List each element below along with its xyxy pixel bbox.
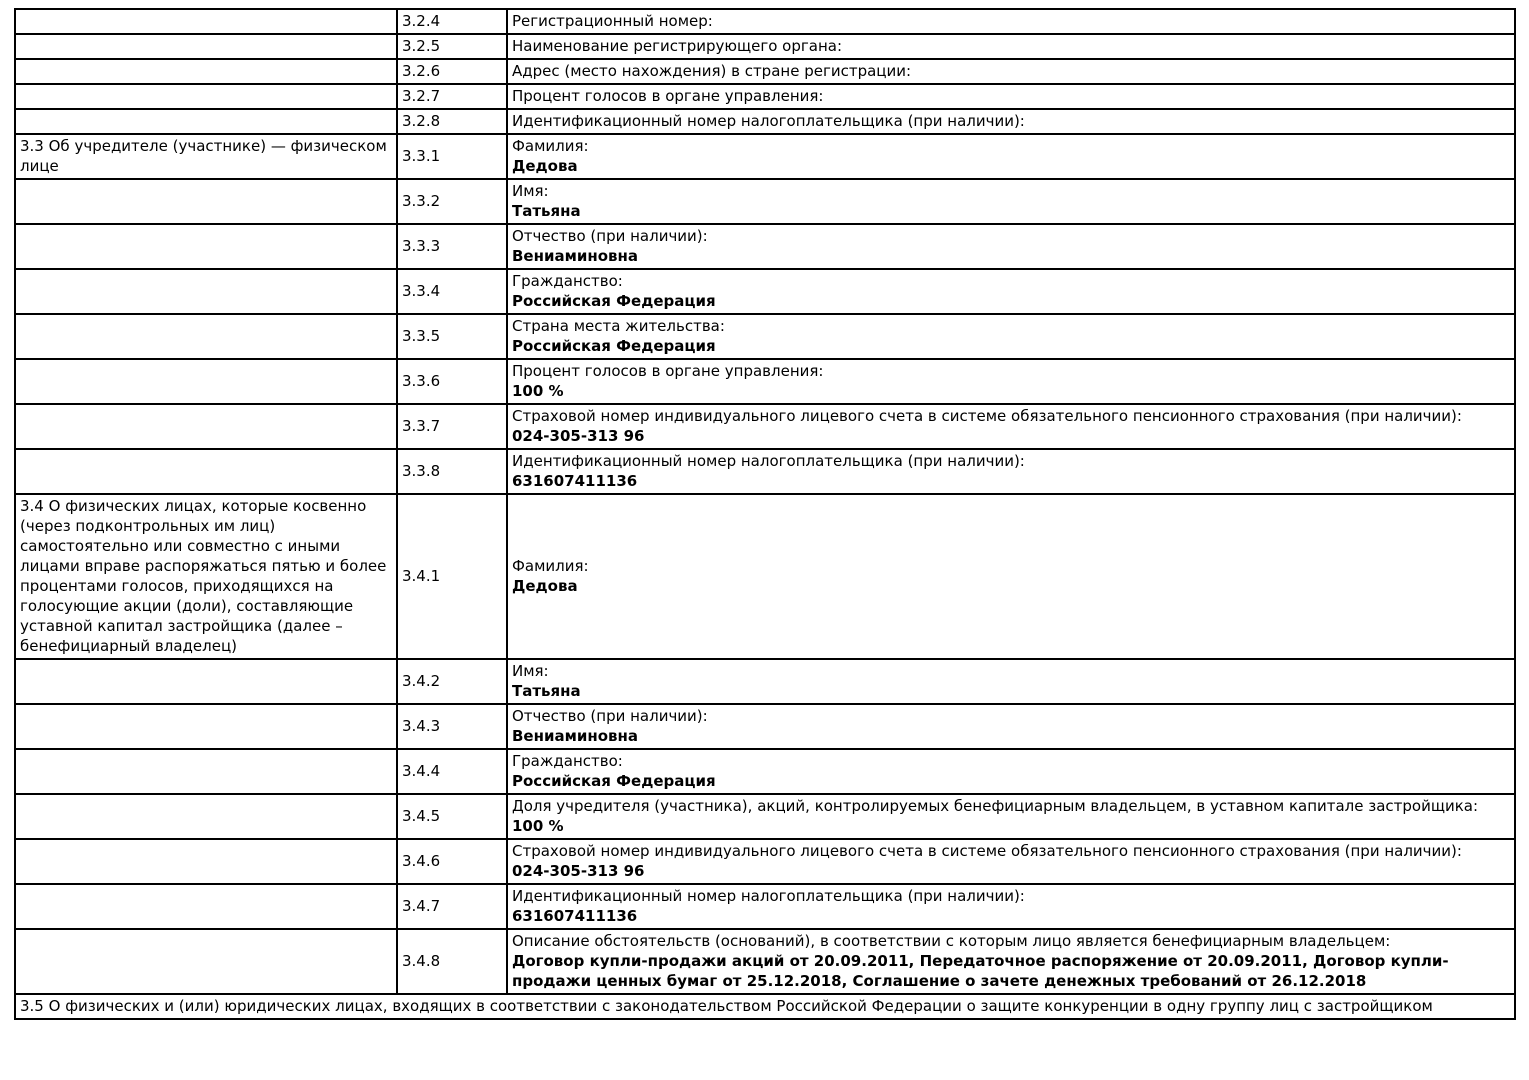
field-label: Процент голосов в органе управления: — [512, 362, 824, 380]
content-cell — [507, 749, 1515, 794]
field-label: Страховой номер индивидуального лицевого счета в системе обязательного пенсионного страхования (при наличии): — [512, 842, 1462, 860]
content-cell — [507, 404, 1515, 449]
field-label: Процент голосов в органе управления: — [512, 87, 824, 105]
table-row — [15, 704, 1515, 749]
field-label: Идентификационный номер налогоплательщика (при наличии): — [512, 112, 1025, 130]
item-number-cell: 3.3.3 — [397, 224, 507, 269]
field-label: Отчество (при наличии): — [512, 227, 708, 245]
field-value: Российская Федерация — [512, 292, 716, 310]
item-number-cell: 3.4.7 — [397, 884, 507, 929]
field-label: Фамилия: — [512, 557, 589, 575]
table-row — [15, 794, 1515, 839]
content-cell — [507, 794, 1515, 839]
table-row — [15, 9, 1515, 34]
section-title-cell — [15, 659, 397, 704]
table-row — [15, 179, 1515, 224]
field-label: Наименование регистрирующего органа: — [512, 37, 842, 55]
field-label: Идентификационный номер налогоплательщика (при наличии): — [512, 452, 1025, 470]
section-title-cell — [15, 449, 397, 494]
declaration-table — [14, 8, 1516, 1020]
table-row — [15, 449, 1515, 494]
field-value: Договор купли-продажи акций от 20.09.2011, Передаточное распоряжение от 20.09.2011, Договор купли-продажи ценных бумаг от 25.12.2018, Соглашение о зачете денежных требований от 26.12.2018 — [512, 952, 1449, 990]
item-number-cell: 3.2.4 — [397, 9, 507, 34]
field-label: Отчество (при наличии): — [512, 707, 708, 725]
item-number-cell: 3.3.2 — [397, 179, 507, 224]
section-title-cell — [15, 314, 397, 359]
item-number-cell: 3.4.8 — [397, 929, 507, 994]
table-row — [15, 224, 1515, 269]
content-cell — [507, 314, 1515, 359]
content-cell — [507, 269, 1515, 314]
declaration-table-body — [15, 9, 1515, 994]
section-title-cell — [15, 84, 397, 109]
field-value: Дедова — [512, 577, 578, 595]
table-row-footer — [15, 994, 1515, 1019]
content-cell — [507, 134, 1515, 179]
declaration-table-footer-body — [15, 994, 1515, 1019]
content-cell — [507, 224, 1515, 269]
table-row — [15, 659, 1515, 704]
field-label: Гражданство: — [512, 752, 623, 770]
table-row — [15, 749, 1515, 794]
field-label: Гражданство: — [512, 272, 623, 290]
field-label: Идентификационный номер налогоплательщика (при наличии): — [512, 887, 1025, 905]
item-number-cell: 3.2.6 — [397, 59, 507, 84]
section-title-cell: 3.4 О физических лицах, которые косвенно (через подконтрольных им лиц) самостоятельно или совместно с иными лицами вправе распоряжаться пятью и более процентами голосов, приходящихся на голосующие акции (доли), составляющие уставной капитал застройщика (далее – бенефициарный владелец) — [15, 494, 397, 659]
field-label: Страховой номер индивидуального лицевого счета в системе обязательного пенсионного страхования (при наличии): — [512, 407, 1462, 425]
content-cell — [507, 839, 1515, 884]
content-cell — [507, 59, 1515, 84]
table-row — [15, 494, 1515, 659]
section-title-cell — [15, 224, 397, 269]
content-cell — [507, 449, 1515, 494]
section-title-cell — [15, 839, 397, 884]
field-label: Страна места жительства: — [512, 317, 725, 335]
item-number-cell: 3.3.7 — [397, 404, 507, 449]
section-title-cell — [15, 59, 397, 84]
item-number-cell: 3.2.5 — [397, 34, 507, 59]
section-title-cell — [15, 404, 397, 449]
content-cell — [507, 659, 1515, 704]
item-number-cell: 3.4.6 — [397, 839, 507, 884]
field-label: Регистрационный номер: — [512, 12, 713, 30]
section-3-5-title: 3.5 О физических и (или) юридических лицах, входящих в соответствии с законодательством Российской Федерации о защите конкуренции в одну группу лиц с застройщиком — [15, 994, 1515, 1019]
field-value: 631607411136 — [512, 907, 638, 925]
table-row — [15, 84, 1515, 109]
content-cell — [507, 494, 1515, 659]
field-value: Дедова — [512, 157, 578, 175]
table-row — [15, 839, 1515, 884]
item-number-cell: 3.3.8 — [397, 449, 507, 494]
content-cell — [507, 34, 1515, 59]
section-title-cell — [15, 9, 397, 34]
field-value: Российская Федерация — [512, 772, 716, 790]
item-number-cell: 3.4.5 — [397, 794, 507, 839]
table-row — [15, 929, 1515, 994]
field-value: 100 % — [512, 817, 564, 835]
field-label: Фамилия: — [512, 137, 589, 155]
item-number-cell: 3.4.3 — [397, 704, 507, 749]
section-title-cell — [15, 704, 397, 749]
field-value: 100 % — [512, 382, 564, 400]
item-number-cell: 3.4.2 — [397, 659, 507, 704]
table-row — [15, 884, 1515, 929]
field-value: Татьяна — [512, 202, 581, 220]
field-label: Адрес (место нахождения) в стране регистрации: — [512, 62, 912, 80]
table-row — [15, 404, 1515, 449]
field-label: Доля учредителя (участника), акций, контролируемых бенефициарным владельцем, в уставном капитале застройщика: — [512, 797, 1479, 815]
field-label: Имя: — [512, 182, 549, 200]
item-number-cell: 3.4.4 — [397, 749, 507, 794]
table-row — [15, 314, 1515, 359]
table-row — [15, 269, 1515, 314]
section-title-cell — [15, 109, 397, 134]
field-value: Вениаминовна — [512, 247, 639, 265]
table-row — [15, 34, 1515, 59]
item-number-cell: 3.3.5 — [397, 314, 507, 359]
item-number-cell: 3.2.8 — [397, 109, 507, 134]
field-value: Татьяна — [512, 682, 581, 700]
field-label: Имя: — [512, 662, 549, 680]
section-title-cell — [15, 179, 397, 224]
field-value: 024-305-313 96 — [512, 862, 645, 880]
section-title-cell — [15, 884, 397, 929]
content-cell — [507, 359, 1515, 404]
section-title-cell — [15, 794, 397, 839]
item-number-cell: 3.3.6 — [397, 359, 507, 404]
section-title-cell — [15, 749, 397, 794]
field-label: Описание обстоятельств (оснований), в соответствии с которым лицо является бенефициарным владельцем: — [512, 932, 1391, 950]
content-cell — [507, 179, 1515, 224]
content-cell — [507, 884, 1515, 929]
table-row — [15, 109, 1515, 134]
field-value: 631607411136 — [512, 472, 638, 490]
content-cell — [507, 704, 1515, 749]
table-row — [15, 134, 1515, 179]
item-number-cell: 3.2.7 — [397, 84, 507, 109]
content-cell — [507, 9, 1515, 34]
item-number-cell: 3.4.1 — [397, 494, 507, 659]
content-cell — [507, 929, 1515, 994]
content-cell — [507, 84, 1515, 109]
table-row — [15, 359, 1515, 404]
section-title-cell — [15, 929, 397, 994]
section-title-cell — [15, 359, 397, 404]
item-number-cell: 3.3.4 — [397, 269, 507, 314]
section-title-cell — [15, 34, 397, 59]
item-number-cell: 3.3.1 — [397, 134, 507, 179]
section-title-cell — [15, 269, 397, 314]
field-value: Российская Федерация — [512, 337, 716, 355]
content-cell — [507, 109, 1515, 134]
section-title-cell: 3.3 Об учредителе (участнике) — физическом лице — [15, 134, 397, 179]
table-row — [15, 59, 1515, 84]
field-value: 024-305-313 96 — [512, 427, 645, 445]
field-value: Вениаминовна — [512, 727, 639, 745]
